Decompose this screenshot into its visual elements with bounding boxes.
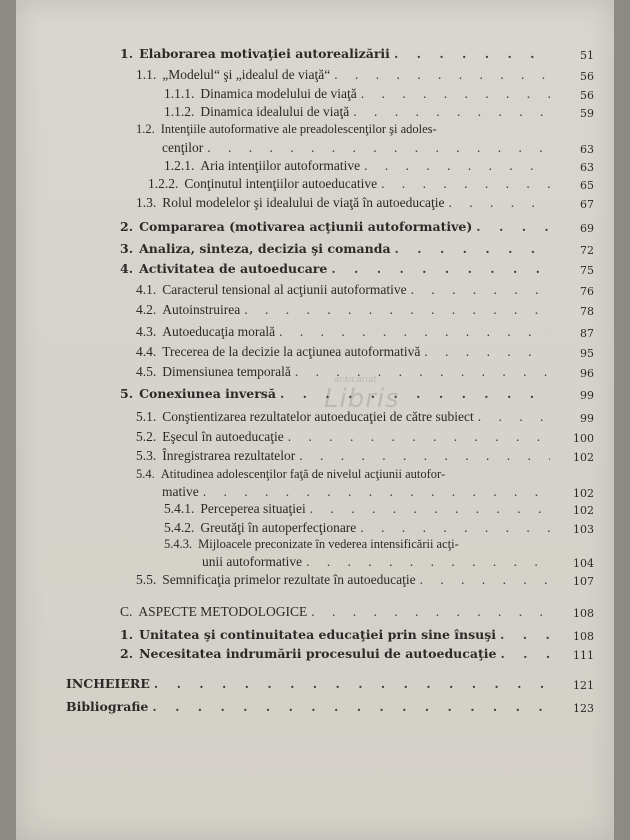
- toc-page-number: 72: [580, 244, 594, 257]
- toc-entry-number: 4.2.: [136, 302, 157, 317]
- toc-page-number: 56: [580, 89, 594, 102]
- toc-entry: [66, 699, 554, 714]
- toc-entry-title: [136, 282, 407, 298]
- toc-entry-title: [164, 554, 302, 570]
- toc-page-number: 103: [573, 523, 594, 536]
- toc-entry: [164, 554, 554, 570]
- toc-page-number: 102: [573, 487, 594, 500]
- toc-entry-number: 5.2.: [136, 429, 157, 444]
- toc-entry-title: [120, 261, 327, 276]
- toc-entry-title-text: Rolul modelelor şi idealului de viaţă în autoeducaţie: [162, 195, 445, 210]
- dot-leader: [500, 646, 550, 661]
- toc-entry: [120, 604, 554, 620]
- toc-entry-number: 2.: [120, 646, 134, 661]
- toc-entry-title: [136, 195, 445, 211]
- toc-page-number: 108: [573, 630, 594, 643]
- toc-page-number: 67: [580, 198, 594, 211]
- dot-leader: [381, 176, 550, 192]
- toc-page-number: 63: [580, 161, 594, 174]
- toc-entry-title-text: Conţinutul intenţiilor autoeducative: [184, 176, 378, 191]
- toc-page-number: 95: [580, 347, 594, 360]
- dot-leader: [420, 572, 550, 588]
- dot-leader: [500, 627, 550, 642]
- dot-leader: [331, 261, 550, 276]
- toc-page-number: 69: [580, 222, 594, 235]
- toc-page-number: 87: [580, 327, 594, 340]
- toc-entry-title-text: Compararea (motivarea acţiunii autoformative): [139, 219, 473, 234]
- dot-leader: [279, 324, 550, 340]
- toc-entry-title: [120, 646, 496, 661]
- toc-entry-title: [136, 572, 416, 588]
- toc-entry-title-text: ASPECTE METODOLOGICE: [138, 604, 308, 619]
- toc-entry-title-text: Necesitatea indrumării procesului de autoeducaţie: [139, 646, 497, 661]
- toc-entry-title-text: „Modelul“ şi „idealul de viaţă“: [162, 67, 331, 82]
- toc-entry: [136, 344, 554, 360]
- toc-entry-title: [120, 46, 390, 61]
- toc-entry-number: 5.4.1.: [164, 501, 195, 516]
- toc-entry-title-text: Dinamica modelului de viaţă: [200, 86, 357, 101]
- dot-leader: [244, 302, 550, 318]
- toc-entry: [164, 158, 554, 174]
- dot-leader: [449, 195, 550, 211]
- toc-entry-title-text: Elaborarea motivaţiei autorealizării: [139, 46, 390, 61]
- toc-entry-title: [136, 429, 284, 445]
- dot-leader: [478, 409, 550, 425]
- toc-entry-number: 1.: [120, 627, 134, 642]
- toc-entry: [136, 364, 554, 380]
- toc-entry-title: [136, 140, 203, 156]
- toc-page-number: 107: [573, 575, 594, 588]
- toc-entry: [120, 219, 554, 234]
- toc-entry-first-line: [136, 467, 445, 482]
- toc-page-number: 108: [573, 607, 594, 620]
- toc-entry-title: [164, 104, 349, 120]
- toc-entry-number: 4.5.: [136, 364, 157, 379]
- toc-entry-title-line: Intenţiile autoformative ale preadolescenţilor şi adoles-: [160, 122, 437, 136]
- toc-entry: [148, 176, 554, 192]
- toc-entry-title-text: Perceperea situaţiei: [200, 501, 306, 516]
- toc-entry-title: [136, 409, 474, 425]
- toc-entry-title-text: Eşecul în autoeducaţie: [162, 429, 284, 444]
- dot-leader: [334, 67, 550, 83]
- toc-page-number: 63: [580, 143, 594, 156]
- toc-page-number: 78: [580, 305, 594, 318]
- toc-entry-title: [66, 676, 150, 691]
- toc-page-number: 96: [580, 367, 594, 380]
- dot-leader: [280, 386, 550, 401]
- toc-entry-number: 4.4.: [136, 344, 157, 359]
- dot-leader: [424, 344, 550, 360]
- toc-entry-number: 3.: [120, 241, 134, 256]
- toc-entry-number: 1.1.1.: [164, 86, 195, 101]
- dot-leader: [353, 104, 550, 120]
- toc-entry-title: [136, 364, 291, 380]
- toc-entry-title: [136, 448, 295, 464]
- toc-entry-title: [120, 627, 496, 642]
- toc-entry: [136, 572, 554, 588]
- toc-page-number: 100: [573, 432, 594, 445]
- dot-leader: [310, 501, 550, 517]
- toc-entry-title: [136, 67, 330, 83]
- toc-entry-number: 1.3.: [136, 195, 157, 210]
- toc-entry-title: [164, 86, 357, 102]
- toc-entry: [136, 324, 554, 340]
- toc-entry-title-text: Autoinstruirea: [162, 302, 241, 317]
- toc-entry-title-text: Unitatea şi continuitatea educaţiei prin sine însuşi: [139, 627, 497, 642]
- toc-entry: [120, 46, 554, 61]
- dot-leader: [364, 158, 550, 174]
- toc-page-number: 104: [573, 557, 594, 570]
- toc-entry: [136, 67, 554, 83]
- toc-entry-title-text: Greutăţi în autoperfecţionare: [200, 520, 357, 535]
- toc-entry-number: 5.4.3.: [164, 537, 193, 551]
- toc-page-number: 65: [580, 179, 594, 192]
- toc-entry-number: 1.1.: [136, 67, 157, 82]
- toc-entry-title-text: Conştientizarea rezultatelor autoeducaţiei de către subiect: [162, 409, 474, 424]
- toc-entry-title-text: Trecerea de la decizie la acţiunea autoformativă: [162, 344, 421, 359]
- toc-entry-title: [120, 604, 307, 620]
- dot-leader: [299, 448, 550, 464]
- toc-entry-continuation: cenţilor: [162, 140, 204, 155]
- toc-entry: [164, 501, 554, 517]
- toc-page-number: 121: [573, 679, 594, 692]
- toc-entry-title-text: Înregistrarea rezultatelor: [162, 448, 296, 463]
- toc-entry: [164, 86, 554, 102]
- toc-entry-title-text: INCHEIERE: [66, 676, 150, 691]
- toc-entry-title-text: Caracterul tensional al acţiunii autoformative: [162, 282, 407, 297]
- toc-entry-title: [66, 699, 148, 714]
- toc-entry-title-text: Activitatea de autoeducare: [139, 261, 328, 276]
- toc-page-number: 102: [573, 451, 594, 464]
- dot-leader: [154, 676, 550, 691]
- toc-entry: [136, 302, 554, 318]
- toc-entry-continuation: unii autoformative: [202, 554, 303, 569]
- toc-entry: [136, 282, 554, 298]
- toc-entry-number: 1.2.1.: [164, 158, 195, 173]
- toc-entry-title: [164, 520, 356, 536]
- toc-entry-title-text: Dimensiunea temporală: [162, 364, 291, 379]
- toc-entry-title-line: Atitudinea adolescenţilor faţă de nivelul acţiunii autofor-: [160, 467, 446, 481]
- dot-leader: [152, 699, 550, 714]
- book-page: [16, 0, 614, 840]
- toc-entry: [120, 241, 554, 256]
- dot-leader: [203, 484, 550, 500]
- toc-entry: [136, 195, 554, 211]
- toc-entry-number: 1.1.2.: [164, 104, 195, 119]
- toc-page-number: 75: [580, 264, 594, 277]
- dot-leader: [311, 604, 550, 620]
- toc-entry: [164, 520, 554, 536]
- toc-entry-title-text: Bibliografie: [66, 699, 149, 714]
- toc-entry-title: [164, 501, 306, 517]
- toc-page-number: 56: [580, 70, 594, 83]
- toc-page-number: 111: [573, 649, 594, 662]
- toc-entry-number: 5.1.: [136, 409, 157, 424]
- toc-entry-number: 5.: [120, 386, 134, 401]
- toc-entry: [120, 627, 554, 642]
- watermark-text: Libris: [324, 384, 400, 414]
- toc-entry-title-text: Conexiunea inversă: [139, 386, 276, 401]
- toc-entry: [136, 429, 554, 445]
- toc-entry-continuation: mative: [162, 484, 199, 499]
- toc-page-number: 76: [580, 285, 594, 298]
- toc-entry: [136, 448, 554, 464]
- toc-entry: [120, 646, 554, 661]
- toc-entry-title: [136, 324, 275, 340]
- table-of-contents: [16, 0, 614, 840]
- toc-entry-title-text: Autoeducaţia morală: [162, 324, 276, 339]
- dot-leader: [288, 429, 550, 445]
- toc-entry: [120, 261, 554, 276]
- toc-entry: [66, 676, 554, 691]
- toc-entry-title: [164, 158, 360, 174]
- toc-entry-title-text: Aria intenţiilor autoformative: [200, 158, 361, 173]
- toc-entry: [136, 484, 554, 500]
- toc-entry-number: 1.2.2.: [148, 176, 179, 191]
- toc-entry-number: 1.2.: [136, 122, 155, 136]
- dot-leader: [295, 364, 550, 380]
- toc-page-number: 51: [580, 49, 594, 62]
- dot-leader: [207, 140, 550, 156]
- toc-entry-number: 5.4.: [136, 467, 155, 481]
- toc-entry-number: C.: [120, 604, 133, 619]
- toc-entry-title: [120, 219, 472, 234]
- toc-page-number: 99: [580, 412, 594, 425]
- toc-entry-first-line: [164, 537, 459, 552]
- toc-entry-title: [120, 386, 276, 401]
- toc-page-number: 99: [580, 389, 594, 402]
- toc-entry-title: [136, 484, 199, 500]
- toc-entry-title-line: Mijloacele preconizate în vederea intensificării acţi-: [198, 537, 459, 551]
- toc-page-number: 123: [573, 702, 594, 715]
- toc-entry-title: [148, 176, 377, 192]
- toc-page-number: 102: [573, 504, 594, 517]
- dot-leader: [411, 282, 550, 298]
- dot-leader: [361, 86, 550, 102]
- dot-leader: [476, 219, 550, 234]
- toc-entry-title-text: Analiza, sinteza, decizia şi comanda: [139, 241, 391, 256]
- toc-entry-title: [136, 302, 240, 318]
- toc-entry-number: 5.3.: [136, 448, 157, 463]
- dot-leader: [394, 46, 550, 61]
- toc-entry-first-line: [136, 122, 437, 137]
- toc-entry-number: 4.3.: [136, 324, 157, 339]
- toc-entry-number: 4.: [120, 261, 134, 276]
- dot-leader: [360, 520, 550, 536]
- toc-entry-number: 5.5.: [136, 572, 157, 587]
- toc-entry-title: [136, 344, 420, 360]
- toc-entry-title: [120, 241, 391, 256]
- toc-entry: [120, 386, 554, 401]
- toc-entry-number: 2.: [120, 219, 134, 234]
- toc-entry: [136, 409, 554, 425]
- toc-entry: [164, 104, 554, 120]
- toc-entry: [136, 140, 554, 156]
- toc-page-number: 59: [580, 107, 594, 120]
- watermark-small-text: anticariat: [334, 375, 377, 385]
- dot-leader: [395, 241, 550, 256]
- toc-entry-title-text: Dinamica idealului de viaţă: [200, 104, 350, 119]
- toc-entry-title-text: Semnificaţia primelor rezultate în autoeducaţie: [162, 572, 416, 587]
- toc-entry-number: 1.: [120, 46, 134, 61]
- toc-entry-number: 5.4.2.: [164, 520, 195, 535]
- dot-leader: [306, 554, 550, 570]
- toc-entry-number: 4.1.: [136, 282, 157, 297]
